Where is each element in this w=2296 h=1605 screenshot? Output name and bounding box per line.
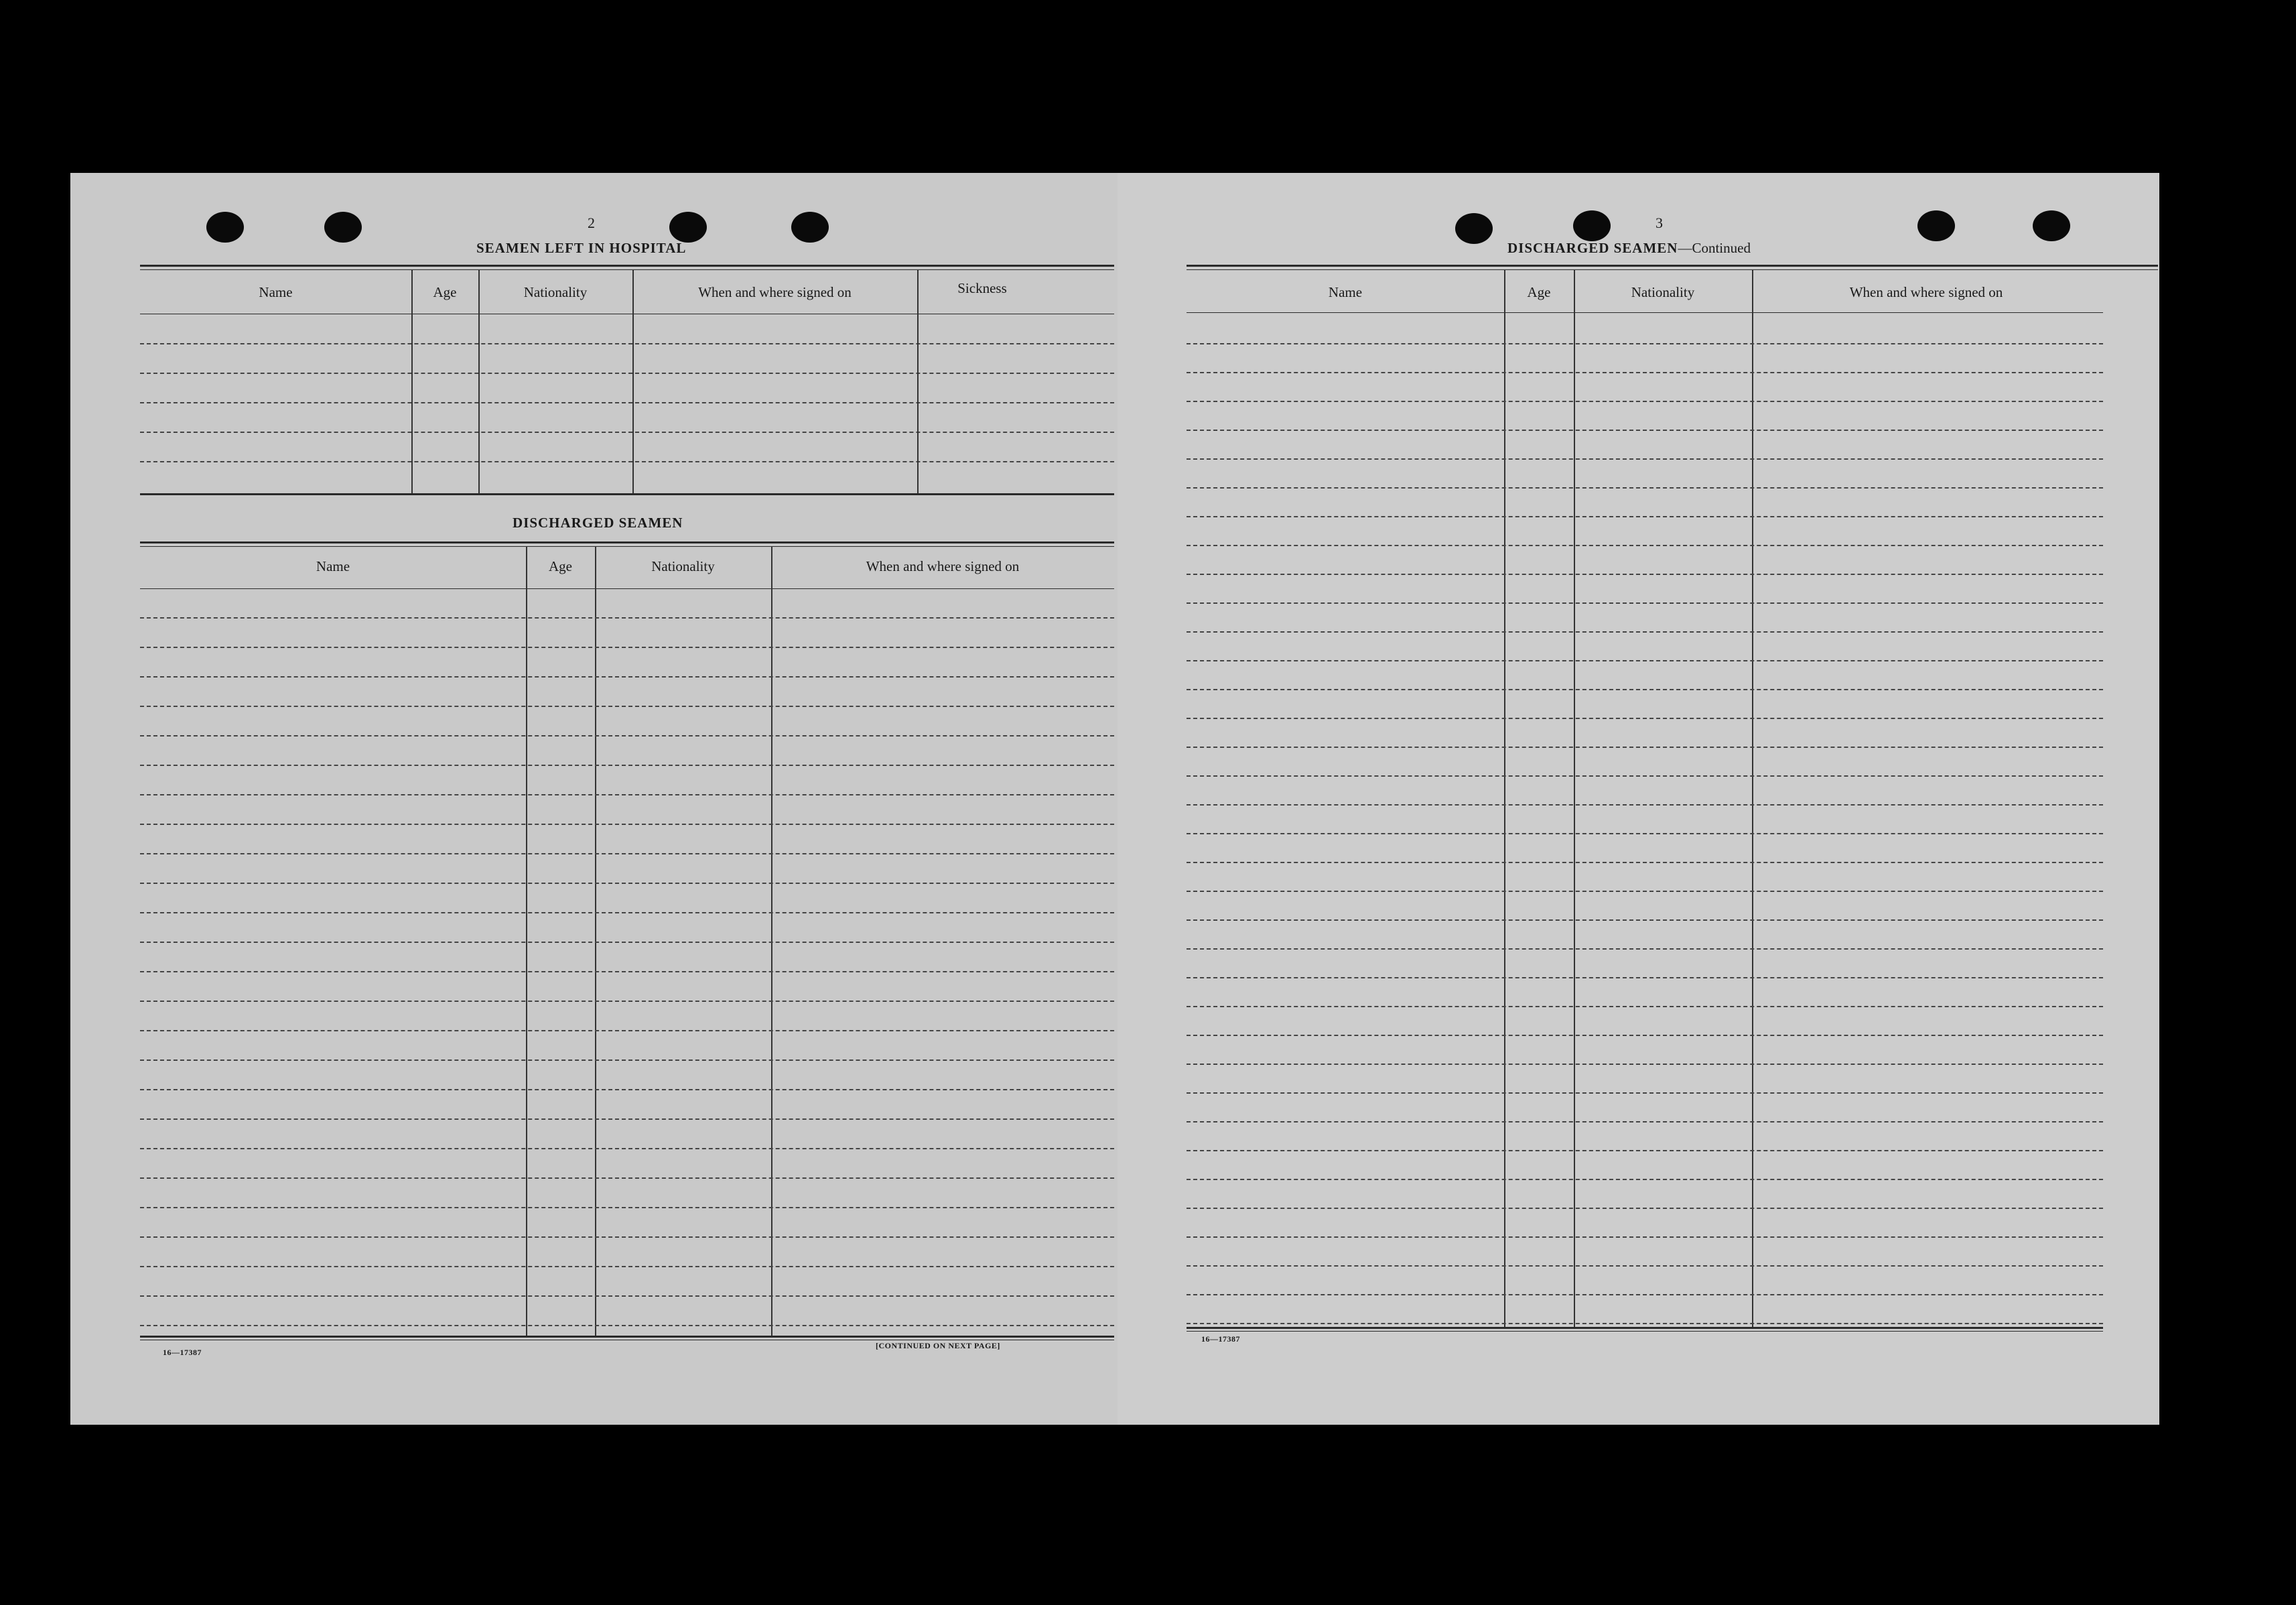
row-rule: [140, 794, 1114, 795]
row-rule: [140, 735, 1114, 736]
row-rule: [1187, 1121, 2103, 1122]
row-rule: [1187, 977, 2103, 978]
row-rule: [140, 1060, 1114, 1061]
row-rule: [140, 343, 1114, 344]
row-rule: [1187, 718, 2103, 719]
column-header-nationality: Nationality: [1631, 284, 1695, 300]
row-rule: [1187, 1150, 2103, 1151]
row-rule: [1187, 689, 2103, 690]
row-rule: [1187, 372, 2103, 373]
header-rule: [140, 588, 1114, 589]
row-rule: [1187, 1064, 2103, 1065]
row-rule: [1187, 487, 2103, 489]
row-rule: [1187, 631, 2103, 633]
punch-hole: [1573, 210, 1611, 241]
row-rule: [1187, 833, 2103, 834]
table-rule: [140, 493, 1114, 495]
header-rule: [1187, 312, 2103, 313]
discharged-section-title: DISCHARGED SEAMEN: [513, 515, 683, 531]
row-rule: [140, 1236, 1114, 1238]
section-title-main: DISCHARGED SEAMEN: [1507, 240, 1678, 256]
row-rule: [140, 647, 1114, 648]
row-rule: [140, 1266, 1114, 1267]
column-header-name: Name: [259, 284, 293, 300]
column-header-nationality: Nationality: [651, 558, 715, 574]
punch-hole: [1455, 213, 1493, 244]
row-rule: [140, 824, 1114, 825]
row-rule: [1187, 804, 2103, 806]
column-header-age: Age: [433, 284, 457, 300]
row-rule: [1187, 574, 2103, 575]
table-rule: [1187, 1327, 2103, 1329]
row-rule: [1187, 891, 2103, 892]
row-rule: [1187, 919, 2103, 921]
row-rule: [1187, 343, 2103, 344]
row-rule: [1187, 1265, 2103, 1267]
row-rule: [140, 461, 1114, 462]
column-divider: [595, 546, 596, 1336]
column-divider: [526, 546, 527, 1336]
row-rule: [140, 853, 1114, 854]
punch-hole: [2033, 210, 2070, 241]
form-number: 16—17387: [1201, 1334, 1240, 1344]
row-rule: [140, 676, 1114, 678]
row-rule: [140, 1030, 1114, 1031]
row-rule: [140, 1207, 1114, 1208]
row-rule: [140, 373, 1114, 374]
column-divider: [478, 269, 480, 493]
row-rule: [1187, 1236, 2103, 1238]
row-rule: [1187, 1323, 2103, 1324]
row-rule: [1187, 516, 2103, 517]
row-rule: [140, 1177, 1114, 1179]
column-divider: [632, 269, 634, 493]
column-divider: [411, 269, 413, 493]
row-rule: [1187, 1208, 2103, 1209]
column-divider: [771, 546, 772, 1336]
row-rule: [1187, 1179, 2103, 1180]
column-header-signed-on: When and where signed on: [866, 558, 1020, 574]
row-rule: [140, 971, 1114, 972]
punch-hole: [206, 212, 244, 243]
punch-hole: [669, 212, 707, 243]
row-rule: [1187, 1035, 2103, 1036]
row-rule: [1187, 775, 2103, 777]
row-rule: [140, 1325, 1114, 1326]
right-page: [1118, 173, 2159, 1425]
column-header-name: Name: [316, 558, 350, 574]
row-rule: [140, 617, 1114, 619]
table-rule: [140, 546, 1114, 547]
form-number: 16—17387: [163, 1348, 202, 1357]
table-rule: [1187, 1331, 2103, 1332]
row-rule: [1187, 430, 2103, 431]
column-header-signed-on: When and where signed on: [1849, 284, 2003, 300]
table-rule: [140, 1336, 1114, 1338]
section-title-suffix: —Continued: [1678, 240, 1751, 256]
row-rule: [1187, 747, 2103, 748]
row-rule: [140, 1295, 1114, 1297]
left-page: [70, 173, 1120, 1425]
page-number: 2: [588, 214, 595, 231]
column-header-age: Age: [1527, 284, 1551, 300]
row-rule: [1187, 1006, 2103, 1007]
row-rule: [140, 912, 1114, 913]
row-rule: [1187, 660, 2103, 661]
section-title: [1507, 240, 1751, 257]
punch-hole: [791, 212, 829, 243]
column-divider: [1752, 269, 1753, 1327]
row-rule: [140, 1148, 1114, 1149]
table-rule: [140, 269, 1114, 270]
column-divider: [1504, 269, 1505, 1327]
row-rule: [1187, 545, 2103, 546]
column-header-sickness: Sickness: [957, 280, 1007, 296]
row-rule: [140, 765, 1114, 766]
table-rule: [140, 265, 1114, 267]
column-header-name: Name: [1328, 284, 1363, 300]
row-rule: [1187, 1294, 2103, 1295]
row-rule: [140, 1001, 1114, 1002]
row-rule: [1187, 1092, 2103, 1094]
column-divider: [1574, 269, 1575, 1327]
row-rule: [140, 432, 1114, 433]
column-header-signed-on: When and where signed on: [698, 284, 852, 300]
row-rule: [1187, 401, 2103, 402]
row-rule: [1187, 862, 2103, 863]
continued-note: [CONTINUED ON NEXT PAGE]: [876, 1341, 1000, 1350]
row-rule: [140, 883, 1114, 884]
row-rule: [1187, 602, 2103, 604]
table-rule: [140, 541, 1114, 543]
table-rule: [1187, 265, 2158, 267]
row-rule: [140, 1089, 1114, 1090]
column-header-nationality: Nationality: [523, 284, 588, 300]
column-divider: [917, 269, 919, 493]
row-rule: [1187, 948, 2103, 950]
table-rule: [1187, 269, 2158, 270]
row-rule: [140, 1118, 1114, 1120]
row-rule: [140, 942, 1114, 943]
row-rule: [140, 706, 1114, 707]
row-rule: [1187, 458, 2103, 460]
punch-hole: [1917, 210, 1955, 241]
column-header-age: Age: [549, 558, 572, 574]
row-rule: [140, 402, 1114, 403]
hospital-section-title: SEAMEN LEFT IN HOSPITAL: [476, 240, 687, 256]
page-number: 3: [1656, 214, 1663, 231]
punch-hole: [324, 212, 362, 243]
